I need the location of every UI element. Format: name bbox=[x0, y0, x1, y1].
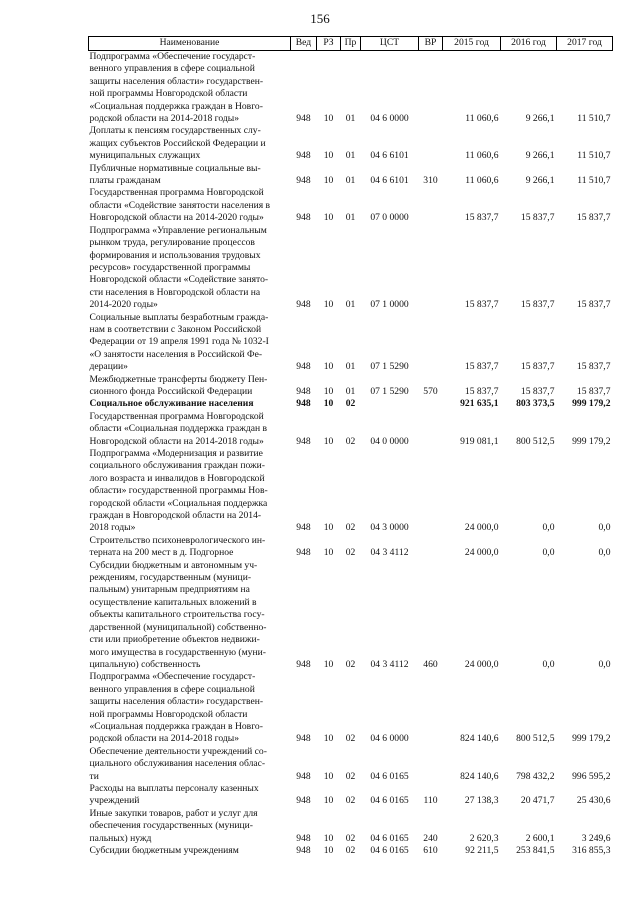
row-pr: 02 bbox=[345, 658, 356, 670]
row-vr bbox=[419, 411, 443, 448]
row-ved: 948 bbox=[296, 547, 311, 559]
row-pr: 02 bbox=[345, 770, 356, 782]
row-vr bbox=[419, 225, 443, 312]
table-row bbox=[89, 187, 613, 224]
table-body bbox=[89, 51, 613, 858]
row-2016: 15 837,7 bbox=[520, 385, 555, 397]
header-cst: ЦСТ bbox=[361, 37, 419, 51]
row-2017: 15 837,7 bbox=[576, 385, 611, 397]
table-row bbox=[89, 783, 613, 808]
row-name: Субсидии бюджетным и автономным уч- реждениям, государственным (муници- пальным) унитарным предприятиям на осуществление капитальных вложений в объекты капитального строительства госу- дарственной (муниципальной) собственно- сти или приобретение объектов недвижи- мого имущества в государственную (муни- ципальную) собственность bbox=[89, 559, 267, 670]
row-ved: 948 bbox=[296, 175, 311, 187]
budget-table bbox=[88, 36, 613, 857]
table-row bbox=[89, 746, 613, 783]
table-row bbox=[89, 808, 613, 845]
row-pr: 01 bbox=[345, 150, 356, 162]
row-cst: 04 6 6101 bbox=[370, 175, 409, 187]
row-rz: 10 bbox=[323, 658, 334, 670]
row-rz: 10 bbox=[323, 795, 334, 807]
header-name: Наименование bbox=[89, 37, 291, 51]
row-2015: 15 837,7 bbox=[464, 299, 499, 311]
table-row bbox=[89, 411, 613, 448]
row-name: Подпрограмма «Обеспечение государст- венного управления в сфере социальной защиты населения области» государствен- ной программы Новгородской области «Социальная поддержка граждан в Новго- родской области на 2014-2018 годы» bbox=[89, 671, 264, 745]
row-cst: 07 1 5290 bbox=[370, 361, 409, 373]
table-row bbox=[89, 225, 613, 312]
row-vr bbox=[419, 187, 443, 224]
row-rz: 10 bbox=[323, 113, 334, 125]
row-vr bbox=[419, 535, 443, 560]
row-name: Строительство психоневрологического ин- терната на 200 мест в д. Подгорное bbox=[89, 534, 266, 559]
header-2015: 2015 год bbox=[443, 37, 501, 51]
row-cst: 07 1 5290 bbox=[370, 385, 409, 397]
row-vr bbox=[419, 312, 443, 374]
row-2016: 9 266,1 bbox=[525, 150, 555, 162]
row-rz: 10 bbox=[323, 547, 334, 559]
header-2016: 2016 год bbox=[501, 37, 557, 51]
row-ved: 948 bbox=[296, 299, 311, 311]
row-name: Расходы на выплаты персоналу казенных учреждений bbox=[89, 782, 259, 807]
row-pr: 02 bbox=[345, 795, 356, 807]
row-pr: 01 bbox=[345, 385, 356, 397]
header-vr: ВР bbox=[419, 37, 443, 51]
row-ved: 948 bbox=[296, 398, 311, 410]
row-pr: 01 bbox=[345, 175, 356, 187]
row-2015: 11 060,6 bbox=[465, 175, 499, 187]
table-row bbox=[89, 398, 613, 410]
row-name: Подпрограмма «Модернизация и развитие социального обслуживания граждан пожи- лого возраста и инвалидов в Новгородской области» государственной программы Нов- городской области «Социальная поддержка граждан в Новгородской области на 2014- 2018 годы» bbox=[89, 448, 268, 534]
row-pr: 01 bbox=[345, 212, 356, 224]
row-name: Доплаты к пенсиям государственных слу- жащих субъектов Российской Федерации и муниципальных служащих bbox=[89, 125, 266, 162]
row-ved: 948 bbox=[296, 361, 311, 373]
row-2016: 0,0 bbox=[542, 547, 555, 559]
page-number: 156 bbox=[310, 11, 330, 26]
row-vr bbox=[419, 51, 443, 126]
row-2015: 27 138,3 bbox=[464, 795, 499, 807]
row-vr bbox=[419, 671, 443, 745]
row-cst bbox=[361, 398, 419, 410]
row-rz: 10 bbox=[323, 733, 334, 745]
header-pr: Пр bbox=[341, 37, 361, 51]
row-cst: 07 0 0000 bbox=[370, 212, 409, 224]
row-2017: 0,0 bbox=[598, 547, 611, 559]
table-row bbox=[89, 845, 613, 857]
table-row bbox=[89, 312, 613, 374]
row-2017: 11 510,7 bbox=[577, 175, 611, 187]
row-name: Социальные выплаты безработным гражда- нам в соответствии с Законом Российской Федерации от 19 апреля 1991 года № 1032-I «О занятости населения в Российской Фе- дерации» bbox=[89, 311, 269, 373]
row-2016: 20 471,7 bbox=[520, 795, 555, 807]
row-2017: 3 249,6 bbox=[581, 832, 611, 844]
row-name: Межбюджетные трансферты бюджету Пен- сионного фонда Российской Федерации bbox=[89, 373, 268, 397]
row-pr: 02 bbox=[345, 733, 356, 745]
row-rz: 10 bbox=[323, 299, 334, 311]
row-vr bbox=[419, 746, 443, 783]
row-rz: 10 bbox=[323, 770, 334, 782]
row-name: Государственная программа Новгородской области «Социальная поддержка граждан в Новгородской области на 2014-2018 годы» bbox=[89, 410, 268, 447]
row-2017: 15 837,7 bbox=[576, 299, 611, 311]
row-pr: 02 bbox=[345, 845, 356, 856]
row-2017: 999 179,2 bbox=[572, 435, 611, 447]
table-row bbox=[89, 448, 613, 535]
row-2016: 800 512,5 bbox=[516, 733, 555, 745]
row-2015: 24 000,0 bbox=[464, 658, 499, 670]
table-header-row bbox=[89, 37, 613, 51]
row-2015: 921 635,1 bbox=[460, 398, 499, 410]
row-name: Социальное обслуживание населения bbox=[89, 398, 254, 410]
row-name: Государственная программа Новгородской области «Содействие занятости населения в Новгородской области на 2014-2020 годы» bbox=[89, 187, 271, 224]
row-2016: 2 600,1 bbox=[525, 832, 555, 844]
row-cst: 07 1 0000 bbox=[370, 299, 409, 311]
row-ved: 948 bbox=[296, 435, 311, 447]
row-cst: 04 0 0000 bbox=[370, 435, 409, 447]
row-vr: 240 bbox=[423, 832, 438, 844]
row-2016: 15 837,7 bbox=[520, 212, 555, 224]
row-vr: 310 bbox=[423, 175, 438, 187]
row-rz: 10 bbox=[323, 175, 334, 187]
row-2016: 0,0 bbox=[542, 522, 555, 534]
row-2015: 92 211,5 bbox=[465, 845, 499, 856]
row-2016: 798 432,2 bbox=[516, 770, 555, 782]
row-name: Иные закупки товаров, работ и услуг для обеспечения государственных (муници- пальных) нужд bbox=[89, 807, 258, 844]
table-row bbox=[89, 671, 613, 745]
row-pr: 01 bbox=[345, 299, 356, 311]
row-cst: 04 6 0165 bbox=[370, 832, 409, 844]
row-2016: 15 837,7 bbox=[520, 361, 555, 373]
row-2015: 15 837,7 bbox=[464, 361, 499, 373]
header-rz: РЗ bbox=[317, 37, 341, 51]
row-vr: 570 bbox=[423, 385, 438, 397]
row-2016: 253 841,5 bbox=[516, 845, 555, 856]
row-rz: 10 bbox=[323, 435, 334, 447]
row-rz: 10 bbox=[323, 522, 334, 534]
row-cst: 04 3 4112 bbox=[370, 547, 409, 559]
row-2017: 15 837,7 bbox=[576, 361, 611, 373]
row-2015: 824 140,6 bbox=[460, 733, 499, 745]
row-rz: 10 bbox=[323, 361, 334, 373]
row-2015: 11 060,6 bbox=[465, 150, 499, 162]
row-2015: 24 000,0 bbox=[464, 522, 499, 534]
row-ved: 948 bbox=[296, 832, 311, 844]
row-2017: 0,0 bbox=[598, 522, 611, 534]
row-pr: 01 bbox=[345, 361, 356, 373]
row-pr: 02 bbox=[345, 547, 356, 559]
table-row bbox=[89, 51, 613, 126]
row-vr bbox=[419, 125, 443, 162]
row-name: Подпрограмма «Обеспечение государст- венного управления в сфере социальной защиты населения области» государствен- ной программы Новгородской области «Социальная поддержка граждан в Новго- родской области на 2014-2018 годы» bbox=[89, 51, 264, 125]
row-2015: 824 140,6 bbox=[460, 770, 499, 782]
row-2017: 999 179,2 bbox=[572, 398, 611, 410]
row-cst: 04 6 0165 bbox=[370, 795, 409, 807]
row-2016: 800 512,5 bbox=[516, 435, 555, 447]
row-name: Публичные нормативные социальные вы- платы гражданам bbox=[89, 162, 261, 187]
row-2017: 316 855,3 bbox=[572, 845, 611, 856]
row-pr: 02 bbox=[345, 522, 356, 534]
row-2017: 25 430,6 bbox=[576, 795, 611, 807]
row-rz: 10 bbox=[323, 398, 334, 410]
row-2017: 11 510,7 bbox=[577, 150, 611, 162]
row-ved: 948 bbox=[296, 770, 311, 782]
row-2016: 9 266,1 bbox=[525, 113, 555, 125]
row-2017: 996 595,2 bbox=[572, 770, 611, 782]
row-vr bbox=[419, 448, 443, 535]
row-ved: 948 bbox=[296, 150, 311, 162]
row-rz: 10 bbox=[323, 150, 334, 162]
row-2015: 24 000,0 bbox=[464, 547, 499, 559]
row-ved: 948 bbox=[296, 845, 311, 856]
row-cst: 04 3 4112 bbox=[370, 658, 409, 670]
row-rz: 10 bbox=[323, 385, 334, 397]
row-cst: 04 3 0000 bbox=[370, 522, 409, 534]
row-2015: 11 060,6 bbox=[465, 113, 499, 125]
row-ved: 948 bbox=[296, 733, 311, 745]
row-pr: 02 bbox=[345, 832, 356, 844]
header-ved: Вед bbox=[291, 37, 317, 51]
row-rz: 10 bbox=[323, 212, 334, 224]
row-name: Обеспечение деятельности учреждений со- циального обслуживания населения облас- ти bbox=[89, 745, 267, 782]
row-2017: 11 510,7 bbox=[577, 113, 611, 125]
row-2017: 15 837,7 bbox=[576, 212, 611, 224]
row-2015: 919 081,1 bbox=[460, 435, 499, 447]
row-vr: 610 bbox=[423, 845, 438, 856]
row-ved: 948 bbox=[296, 795, 311, 807]
table-row bbox=[89, 560, 613, 672]
row-rz: 10 bbox=[323, 845, 334, 856]
row-cst: 04 6 0000 bbox=[370, 733, 409, 745]
row-2016: 15 837,7 bbox=[520, 299, 555, 311]
row-2015: 15 837,7 bbox=[464, 212, 499, 224]
row-vr bbox=[419, 398, 443, 410]
row-cst: 04 6 6101 bbox=[370, 150, 409, 162]
row-pr: 02 bbox=[345, 435, 356, 447]
table-row bbox=[89, 374, 613, 399]
row-2017: 0,0 bbox=[598, 658, 611, 670]
row-pr: 01 bbox=[345, 113, 356, 125]
row-vr: 460 bbox=[423, 658, 438, 670]
table-row bbox=[89, 535, 613, 560]
row-pr: 02 bbox=[345, 398, 356, 410]
row-2016: 0,0 bbox=[542, 658, 555, 670]
row-ved: 948 bbox=[296, 522, 311, 534]
row-cst: 04 6 0165 bbox=[370, 770, 409, 782]
row-rz: 10 bbox=[323, 832, 334, 844]
row-name: Подпрограмма «Управление региональным рынком труда, регулирование процессов формирования и использования трудовых ресурсов» государственной программы Новгородской области «Содействие занято- сти населения в Новгородской области на 2014-2020 годы» bbox=[89, 224, 269, 311]
row-ved: 948 bbox=[296, 658, 311, 670]
table-row bbox=[89, 125, 613, 162]
row-2017: 999 179,2 bbox=[572, 733, 611, 745]
row-cst: 04 6 0165 bbox=[370, 845, 409, 856]
table-row bbox=[89, 163, 613, 188]
row-name: Субсидии бюджетным учреждениям bbox=[89, 845, 239, 856]
row-2016: 9 266,1 bbox=[525, 175, 555, 187]
row-ved: 948 bbox=[296, 212, 311, 224]
row-2015: 2 620,3 bbox=[469, 832, 499, 844]
row-ved: 948 bbox=[296, 385, 311, 397]
row-2016: 803 373,5 bbox=[516, 398, 555, 410]
row-cst: 04 6 0000 bbox=[370, 113, 409, 125]
header-2017: 2017 год bbox=[557, 37, 613, 51]
row-2015: 15 837,7 bbox=[464, 385, 499, 397]
row-ved: 948 bbox=[296, 113, 311, 125]
row-vr: 110 bbox=[423, 795, 438, 807]
